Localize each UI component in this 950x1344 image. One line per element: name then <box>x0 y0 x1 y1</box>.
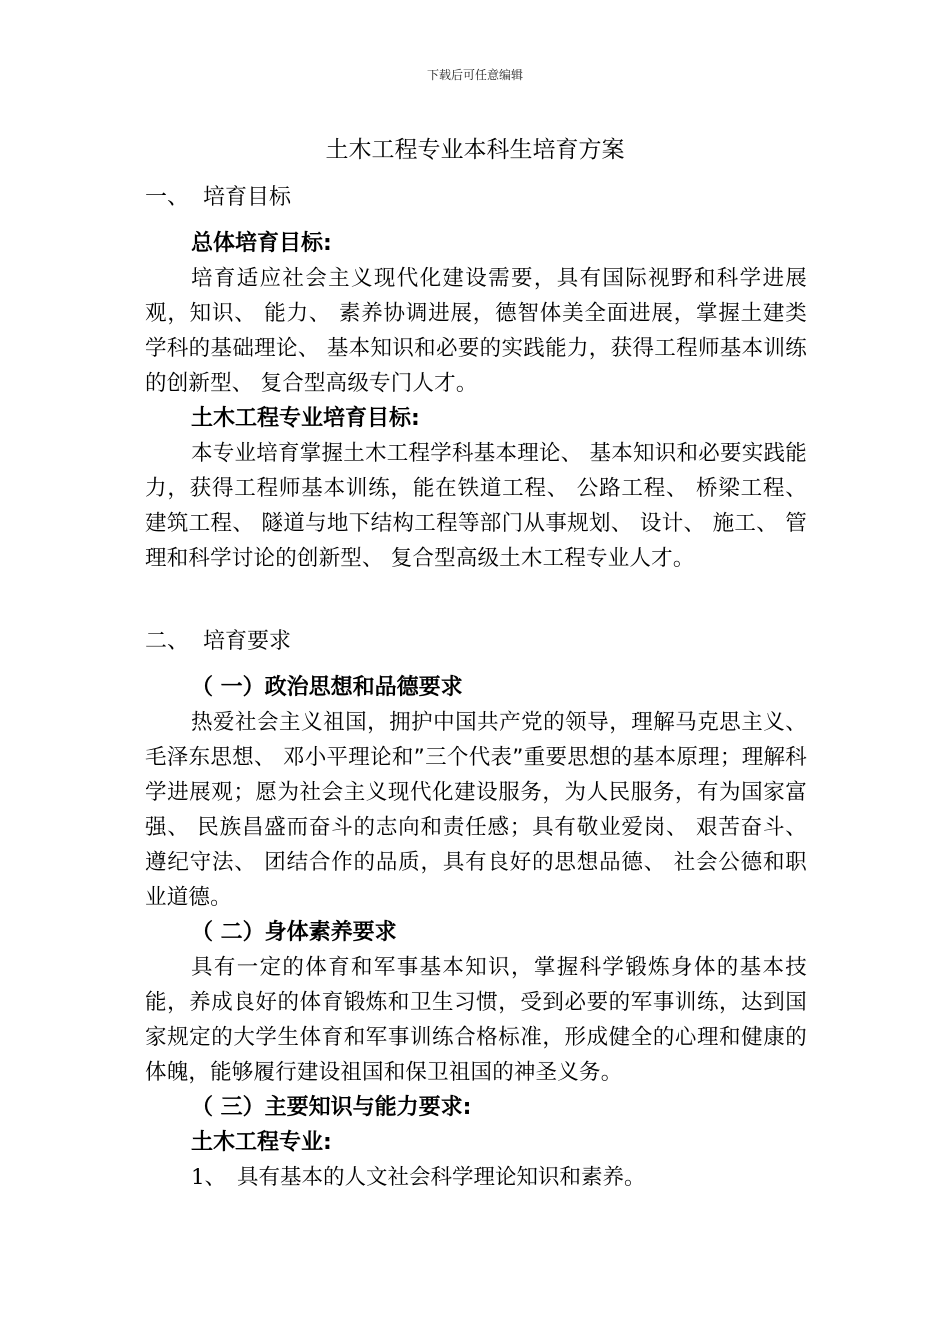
section-number: 一、 <box>145 185 190 210</box>
section-number: 二、 <box>145 629 190 654</box>
subheading-overall-goal: 总体培育目标: <box>191 231 332 256</box>
list-item-text: 具有基本的人文社会科学理论知识和素养。 <box>237 1165 646 1190</box>
subheading-physical: （ 二）身体素养要求 <box>191 920 397 945</box>
spacer <box>145 215 807 226</box>
spacer <box>145 576 807 624</box>
subheading-civil-major: 土木工程专业: <box>191 1130 332 1155</box>
list-item <box>145 1160 807 1195</box>
spacer <box>145 659 807 670</box>
section-title: 培育要求 <box>203 629 292 654</box>
section-heading-goals <box>145 180 807 215</box>
subheading-major-goal: 土木工程专业培育目标: <box>191 406 420 431</box>
paragraph-political: 热爱社会主义祖国，拥护中国共产党的领导，理解马克思主义、 毛泽东思想、 邓小平理论和”三个代表”重要思想的基本原理；理解科学进展观；愿为社会主义现代化建设服务，为人民服务，有为国家富强、 民族昌盛而奋斗的志向和责任感；具有敬业爱岗、 艰苦奋斗、 遵纪守法、 团结合作的品质，具有良好的思想品德、 社会公德和职业道德。 <box>145 710 807 910</box>
page-header-note: 下载后可任意编辑 <box>426 68 523 82</box>
document-title: 土木工程专业本科生培育方案 <box>325 137 625 163</box>
section-title: 培育目标 <box>203 185 292 210</box>
subheading-knowledge: （ 三）主要知识与能力要求: <box>191 1095 472 1120</box>
document-body <box>145 180 807 1195</box>
paragraph-physical: 具有一定的体育和军事基本知识，掌握科学锻炼身体的基本技能，养成良好的体育锻炼和卫生习惯，受到必要的军事训练，达到国家规定的大学生体育和军事训练合格标准，形成健全的心理和健康的体魄，能够履行建设祖国和保卫祖国的神圣义务。 <box>145 955 807 1085</box>
paragraph-overall-goal: 培育适应社会主义现代化建设需要，具有国际视野和科学进展观，知识、 能力、 素养协调进展，德智体美全面进展，掌握土建类学科的基础理论、 基本知识和必要的实践能力，获得工程师基本训练的创新型、 复合型高级专门人才。 <box>145 266 807 396</box>
subheading-political: （ 一）政治思想和品德要求 <box>191 675 463 700</box>
paragraph-major-goal: 本专业培育掌握土木工程学科基本理论、 基本知识和必要实践能力，获得工程师基本训练，能在铁道工程、 公路工程、 桥梁工程、 建筑工程、 隧道与地下结构工程等部门从事规划、 设计、 施工、 管理和科学讨论的创新型、 复合型高级土木工程专业人才。 <box>145 441 807 571</box>
section-heading-requirements <box>145 624 807 659</box>
list-item-number: 1、 <box>191 1165 227 1190</box>
